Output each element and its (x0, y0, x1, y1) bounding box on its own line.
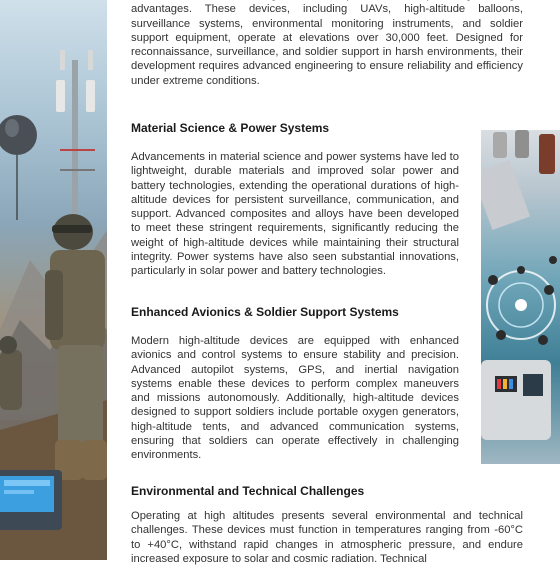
heading-environmental-challenges: Environmental and Technical Challenges (131, 484, 365, 498)
soldier-illustration (0, 0, 107, 560)
technology-illustration (481, 130, 560, 464)
intro-paragraph: advantages. These devices, including UAVs, high-altitude balloons, surveillance systems, environmental monitoring instruments, and soldier support equipment, operate at elevations over 30,000 feet. Designed for reconnaissance, surveillance, and soldier support in harsh environments, their development requires advanced engineering to ensure reliability and efficiency under extreme conditions. (131, 3, 523, 87)
paragraph-avionics: Modern high-altitude devices are equipped with enhanced avionics and control systems to ensure stability and precision. Advanced autopilot systems, GPS, and inertial navigation systems enable these devices to perform complex maneuvers and missions autonomously. Additionally, high-altitude devices designed to support soldiers include portable oxygen generators, high-altitude tents, and advanced communication systems, ensuring that soldiers can operate effectively in challenging environments. (131, 335, 459, 462)
heading-avionics: Enhanced Avionics & Soldier Support Systems (131, 305, 399, 319)
soldier-scene-graphic (0, 0, 107, 560)
paragraph-material-science: Advancements in material science and power systems have led to lightweight, durable materials and improved solar power and battery technologies, extending the operational durations of high-altitude devices for persistent surveillance, communication, and support. Advanced composites and alloys have been developed to meet these stringent requirements, significantly reducing the weight of high-altitude devices while maintaining their structural integrity. Power systems have also seen substantial innovations, particularly in solar power and battery technologies. (131, 151, 459, 278)
heading-material-science: Material Science & Power Systems (131, 121, 330, 135)
tech-components-graphic (481, 130, 560, 464)
paragraph-environmental-challenges: Operating at high altitudes presents several environmental and technical challenges. These devices must function in temperatures ranging from -60°C to +40°C, withstand rapid changes in atmospheric pressure, and endure increased exposure to solar and cosmic radiation. Technical (131, 510, 523, 565)
